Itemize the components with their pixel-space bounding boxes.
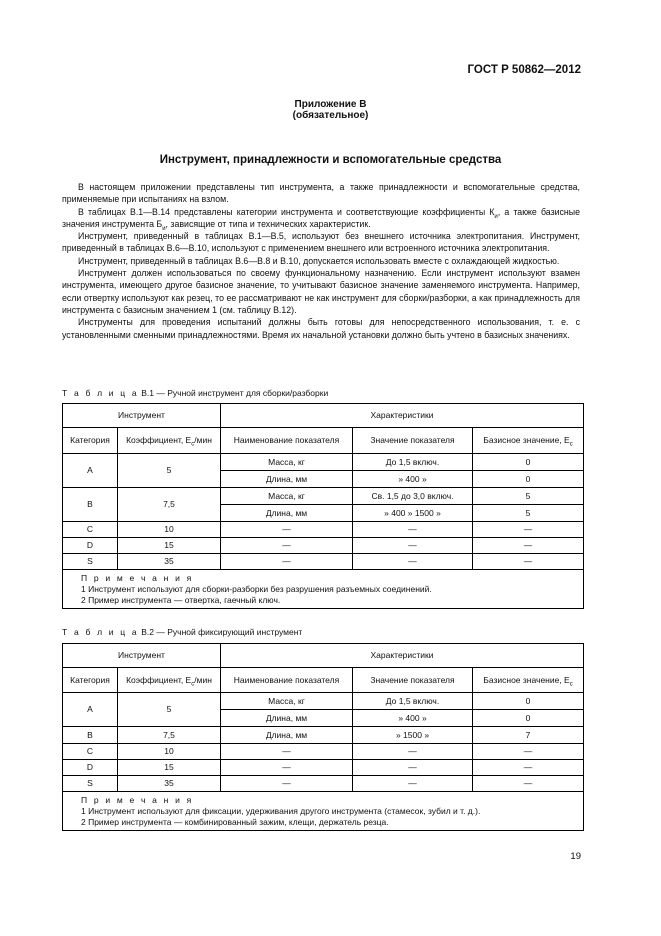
paragraph: Инструмент, приведенный в таблицах В.1—В.5, используют без внешнего источника электропитания. Инструмент, приведенный в таблицах В.6—В.10, используют с применением внешнего или встроенного источника электропитания. — [62, 231, 580, 254]
paragraph: В таблицах В.1—В.14 представлены категории инструмента и соответствующие коэффициенты $К_и$, а также базисные значения инструмента $Б_и$, зависящие от типа и технических характеристик. — [62, 206, 580, 232]
paragraph: В настоящем приложении представлены тип инструмента, а также принадлежности и вспомогательные средства, применяемые при испытаниях на взлом. — [62, 182, 580, 205]
body-text — [62, 181, 580, 341]
section-title: Инструмент, принадлежности и вспомогательные средства — [159, 154, 502, 166]
table-row: B 7,5 Масса, кг Св. 1,5 до 3,0 включ. 5 — [63, 488, 584, 505]
table-notes — [63, 570, 584, 609]
table2-caption: Т а б л и ц а В.2 — Ручной фиксирующий инструмент — [62, 627, 303, 637]
paragraph: Инструменты для проведения испытаний должны быть готовы для непосредственного использования, т. е. с установленными сменными принадлежностями. Время их начальной установки должно быть учтено в базисных значениях. — [62, 317, 580, 340]
header-category: Категория — [63, 668, 118, 693]
annex-subtitle: (обязательное) — [292, 110, 369, 121]
notes-header: П р и м е ч а н и я — [81, 573, 194, 583]
table1 — [62, 403, 584, 609]
table1-caption: Т а б л и ц а В.1 — Ручной инструмент для сборки/разборки — [62, 388, 329, 398]
table-row: B 7,5 Длина, мм » 1500 » 7 — [63, 727, 584, 744]
table-row: Длина, мм » 400 » 0 — [63, 471, 584, 488]
table-row: S 35 — — — — [63, 776, 584, 792]
header-parameter-value: Значение показателя — [353, 428, 473, 454]
header-category: Категория — [63, 428, 118, 454]
note-item: 1 Инструмент используют для фиксации, удерживания другого инструмента (стамесок, зубил и т. д.). — [81, 806, 481, 816]
header-parameter-name: Наименование показателя — [221, 428, 353, 454]
header-parameter-name: Наименование показателя — [221, 668, 353, 693]
table-row: C 10 — — — — [63, 744, 584, 760]
header-parameter-value: Значение показателя — [353, 668, 473, 693]
paragraph: Инструмент, приведенный в таблицах В.6—В.8 и В.10, допускается использовать вместе с охлаждающей жидкостью. — [78, 255, 560, 266]
table2 — [62, 643, 584, 831]
table-row: Длина, мм » 400 » 0 — [63, 710, 584, 727]
table-row: D 15 — — — — [63, 538, 584, 554]
notes-header: П р и м е ч а н и я — [81, 795, 194, 805]
annex-title: Приложение В — [294, 99, 367, 110]
header-base-value: Базисное значение, $Е_с$ — [473, 668, 584, 693]
header-instrument: Инструмент — [63, 404, 221, 428]
note-item: 2 Пример инструмента — отвертка, гаечный ключ. — [81, 595, 281, 605]
table-notes — [63, 792, 584, 831]
table-row: A 5 Масса, кг До 1,5 включ. 0 — [63, 693, 584, 710]
header-instrument: Инструмент — [63, 644, 221, 668]
header-coefficient: Коэффициент, $Е_с$/мин — [118, 428, 221, 454]
header-characteristics: Характеристики — [221, 404, 584, 428]
header-coefficient: Коэффициент, $Е_с$/мин — [118, 668, 221, 693]
paragraph: Инструмент должен использоваться по своему функциональному назначению. Если инструмент используют взамен инструмента, имеющего другое базисное значение, то учитывают базисное значение заменяемого инструмента. Например, если отвертку используют как резец, то ее рассматривают не как инструмент для сборки/разборки, а как принадлежность для инструмента с базисным значением 1 (см. таблицу В.12). — [62, 268, 580, 315]
note-item: 1 Инструмент используют для сборки-разборки без разрушения разъемных соединений. — [81, 584, 432, 594]
table-row: A 5 Масса, кг До 1,5 включ. 0 — [63, 454, 584, 471]
table-row: Длина, мм » 400 » 1500 » 5 — [63, 505, 584, 522]
document-code: ГОСТ Р 50862—2012 — [467, 64, 581, 76]
header-characteristics: Характеристики — [221, 644, 584, 668]
table-row: D 15 — — — — [63, 760, 584, 776]
header-base-value: Базисное значение, $Е_с$ — [473, 428, 584, 454]
table-row: S 35 — — — — [63, 554, 584, 570]
note-item: 2 Пример инструмента — комбинированный зажим, клещи, держатель резца. — [81, 817, 389, 827]
page-number: 19 — [570, 851, 581, 862]
table-row: C 10 — — — — [63, 522, 584, 538]
